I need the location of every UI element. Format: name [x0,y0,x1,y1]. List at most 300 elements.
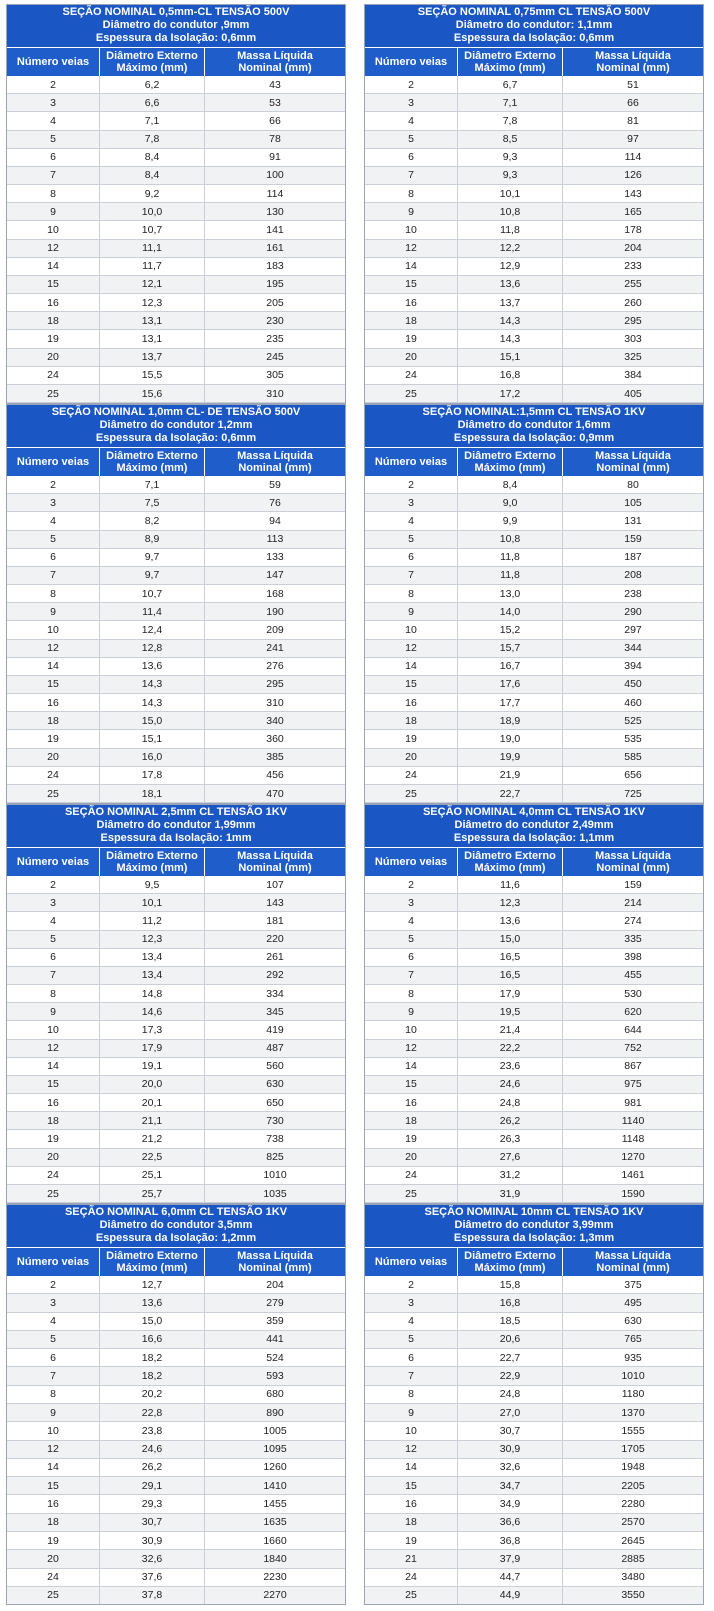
cell-massa: 1461 [621,1169,645,1182]
table-row [7,367,345,385]
cell-veias: 24 [365,1167,458,1184]
cell-diametro: 21,9 [458,767,563,784]
cell-diametro: 22,7 [458,785,563,802]
cell-veias: 14 [365,258,458,275]
table-title-block [7,1205,345,1247]
table-row [365,985,703,1003]
column-headers [365,447,703,476]
cell-massa: 630 [624,1315,642,1328]
table-row [365,676,703,694]
cell-diametro: 44,9 [458,1587,563,1604]
cell-diametro: 36,8 [458,1532,563,1549]
cell-veias: 20 [365,1149,458,1166]
table-title: SEÇÃO NOMINAL 2,5mm CL TENSÃO 1KV [64,806,288,818]
cell-veias: 7 [365,567,458,584]
cell-diametro: 13,6 [100,1294,205,1311]
cell-veias: 20 [7,1550,100,1567]
cell-diametro: 9,7 [100,549,205,566]
cell-diametro: 9,7 [100,567,205,584]
cell-massa: 279 [266,1296,284,1309]
cell-diametro: 14,3 [100,676,205,693]
cell-veias: 8 [7,585,100,602]
cell-diametro: 13,1 [100,312,205,329]
header-massa: Massa Líquida Nominal (mm) [595,1250,671,1274]
table-row [365,730,703,748]
cell-diametro: 29,1 [100,1477,205,1494]
cell-massa: 2280 [621,1498,645,1511]
cell-diametro: 12,1 [100,276,205,293]
table-row [365,330,703,348]
cell-diametro: 20,0 [100,1076,205,1093]
cell-diametro: 24,6 [100,1441,205,1458]
table-row [7,258,345,276]
table-row [365,1477,703,1495]
column-headers [7,47,345,76]
cell-massa: 405 [624,387,642,400]
cell-veias: 7 [365,967,458,984]
insulation-thickness: Espessura da Isolação: 1,1mm [453,832,615,844]
cell-massa: 187 [624,551,642,564]
cell-massa: 80 [627,478,639,491]
cell-diametro: 23,6 [458,1058,563,1075]
cell-veias: 7 [365,1367,458,1384]
header-diametro: Diâmetro Externo Máximo (mm) [458,848,563,876]
header-diametro: Diâmetro Externo Máximo (mm) [100,848,205,876]
cell-veias: 2 [365,876,458,893]
table-row [365,658,703,676]
cell-diametro: 9,0 [458,494,563,511]
cell-diametro: 13,4 [100,967,205,984]
cell-veias: 8 [7,185,100,202]
cell-massa: 981 [624,1096,642,1109]
cell-diametro: 15,0 [458,931,563,948]
cell-massa: 261 [266,951,284,964]
cell-veias: 8 [7,1386,100,1403]
table-row [365,640,703,658]
cell-diametro: 44,7 [458,1569,563,1586]
cell-veias: 4 [365,512,458,529]
cell-veias: 20 [7,349,100,366]
header-diametro: Diâmetro Externo Máximo (mm) [458,48,563,76]
table-row [365,549,703,567]
table-row [365,621,703,639]
cell-massa: 195 [266,278,284,291]
table-row [7,240,345,258]
cell-massa: 241 [266,642,284,655]
cell-massa: 1005 [263,1424,287,1437]
conductor-diameter: Diâmetro do condutor: 1,1mm [455,19,613,31]
cell-massa: 419 [266,1023,284,1036]
table-row [7,967,345,985]
table-title-block [365,805,703,847]
table-row [365,967,703,985]
table-row [7,1514,345,1532]
table-row [365,1112,703,1130]
header-massa: Massa Líquida Nominal (mm) [237,1250,313,1274]
cell-diametro: 19,1 [100,1058,205,1075]
table-row [7,531,345,549]
cell-massa: 360 [266,732,284,745]
table-body [7,876,345,1203]
cell-veias: 16 [7,694,100,711]
table-row [365,94,703,112]
cell-massa: 165 [624,205,642,218]
table-row [7,185,345,203]
cell-diametro: 14,8 [100,985,205,1002]
table-title-block [7,5,345,47]
cell-massa: 738 [266,1132,284,1145]
table-row [7,385,345,403]
cell-veias: 14 [365,1058,458,1075]
table-row [365,476,703,494]
cell-massa: 159 [624,533,642,546]
cell-veias: 12 [365,640,458,657]
table-row [365,1094,703,1112]
conductor-diameter: Diâmetro do condutor 1,99mm [96,819,256,831]
cell-diametro: 22,2 [458,1040,563,1057]
table-row [7,1167,345,1185]
cell-diametro: 12,3 [100,294,205,311]
cell-massa: 535 [624,732,642,745]
table-row [365,1058,703,1076]
table-row [7,1422,345,1440]
table-row [7,1021,345,1039]
table-row [7,749,345,767]
cell-diametro: 30,7 [458,1422,563,1439]
table-row [7,76,345,94]
table-row [7,1313,345,1331]
cell-diametro: 12,8 [100,640,205,657]
cell-diametro: 9,2 [100,185,205,202]
cell-veias: 9 [7,203,100,220]
cell-veias: 14 [365,1459,458,1476]
cell-massa: 1948 [621,1461,645,1474]
cell-massa: 630 [266,1078,284,1091]
cell-veias: 18 [365,312,458,329]
cell-massa: 470 [266,787,284,800]
table-row [7,1459,345,1477]
cell-massa: 131 [624,514,642,527]
cell-diametro: 37,6 [100,1569,205,1586]
cell-massa: 560 [266,1060,284,1073]
cell-veias: 4 [365,112,458,129]
cell-diametro: 8,4 [458,476,563,493]
cell-massa: 114 [266,187,284,200]
cell-veias: 15 [7,676,100,693]
table-row [365,931,703,949]
cell-diametro: 8,2 [100,512,205,529]
table-row [365,1021,703,1039]
cell-massa: 2270 [263,1589,287,1602]
cell-diametro: 32,6 [458,1459,563,1476]
cell-massa: 525 [624,714,642,727]
cell-diametro: 8,4 [100,149,205,166]
cell-veias: 10 [7,221,100,238]
cell-diametro: 37,9 [458,1550,563,1567]
cell-veias: 4 [365,1313,458,1330]
table-row [7,567,345,585]
cell-diametro: 18,9 [458,712,563,729]
cell-veias: 24 [7,1569,100,1586]
cell-massa: 524 [266,1351,284,1364]
cell-massa: 890 [266,1406,284,1419]
cell-massa: 292 [266,969,284,982]
cell-massa: 208 [624,569,642,582]
cell-diametro: 13,6 [100,658,205,675]
table-row [7,1349,345,1367]
table-row [7,785,345,803]
header-veias: Número veias [365,48,458,76]
cell-massa: 334 [266,987,284,1000]
cell-massa: 1270 [621,1151,645,1164]
cell-massa: 168 [266,587,284,600]
table-row [7,1058,345,1076]
cell-veias: 10 [7,1422,100,1439]
cell-veias: 5 [365,131,458,148]
cell-diametro: 17,3 [100,1021,205,1038]
cell-veias: 2 [365,476,458,493]
table-row [7,203,345,221]
cell-veias: 7 [7,567,100,584]
header-veias: Número veias [7,1248,100,1276]
cell-massa: 765 [624,1333,642,1346]
cell-diametro: 24,8 [458,1386,563,1403]
table-body [365,76,703,403]
cell-veias: 6 [365,1349,458,1366]
cell-massa: 3480 [621,1571,645,1584]
cell-massa: 91 [269,151,281,164]
table-row [7,1040,345,1058]
cell-massa: 650 [266,1096,284,1109]
cell-massa: 181 [266,914,284,927]
cell-veias: 9 [365,1404,458,1421]
header-massa: Massa Líquida Nominal (mm) [595,850,671,874]
cell-veias: 18 [7,1514,100,1531]
cell-diametro: 14,3 [100,694,205,711]
cell-diametro: 34,9 [458,1495,563,1512]
cell-veias: 7 [7,1367,100,1384]
cell-diametro: 15,7 [458,640,563,657]
cell-veias: 2 [7,76,100,93]
cell-veias: 3 [7,1294,100,1311]
cell-diametro: 9,9 [458,512,563,529]
cell-veias: 5 [7,131,100,148]
cell-diametro: 10,7 [100,585,205,602]
cell-veias: 24 [7,367,100,384]
table-row [7,494,345,512]
cell-veias: 25 [365,1185,458,1202]
cell-diametro: 9,3 [458,167,563,184]
table-row [7,330,345,348]
cell-diametro: 10,7 [100,221,205,238]
table-row [365,258,703,276]
header-massa: Massa Líquida Nominal (mm) [595,50,671,74]
cell-massa: 1705 [621,1443,645,1456]
table-row [365,585,703,603]
table-row [7,585,345,603]
cell-massa: 385 [266,751,284,764]
cell-diametro: 11,8 [458,549,563,566]
table-row [7,949,345,967]
cell-massa: 752 [624,1042,642,1055]
cell-veias: 9 [7,1404,100,1421]
cell-diametro: 18,2 [100,1349,205,1366]
cell-diametro: 23,8 [100,1422,205,1439]
table-row [7,167,345,185]
cell-veias: 25 [7,1587,100,1604]
cell-massa: 585 [624,751,642,764]
cell-veias: 9 [365,1003,458,1020]
cell-veias: 4 [7,112,100,129]
cell-veias: 3 [7,94,100,111]
cell-massa: 130 [266,205,284,218]
cell-veias: 14 [7,258,100,275]
cell-massa: 441 [266,1333,284,1346]
cell-veias: 15 [365,1076,458,1093]
cell-veias: 6 [365,149,458,166]
table-row [7,1331,345,1349]
cell-diametro: 11,4 [100,603,205,620]
cell-veias: 25 [365,785,458,802]
cell-veias: 10 [7,1021,100,1038]
cell-massa: 1260 [263,1461,287,1474]
table-row [365,949,703,967]
table-row [7,1367,345,1385]
table-row [7,276,345,294]
cell-veias: 20 [7,749,100,766]
cell-massa: 204 [624,242,642,255]
cell-massa: 81 [627,114,639,127]
cell-diametro: 6,2 [100,76,205,93]
cell-massa: 867 [624,1060,642,1073]
table-row [7,1404,345,1422]
cell-veias: 15 [7,276,100,293]
cell-massa: 456 [266,769,284,782]
table-row [365,1441,703,1459]
cell-diametro: 18,1 [100,785,205,802]
conductor-diameter: Diâmetro do condutor 2,49mm [454,819,614,831]
cell-veias: 8 [365,185,458,202]
cell-massa: 305 [266,369,284,382]
table-row [365,149,703,167]
spec-table [364,404,704,804]
cell-massa: 394 [624,660,642,673]
cell-diametro: 25,1 [100,1167,205,1184]
cell-diametro: 19,0 [458,730,563,747]
cell-veias: 8 [365,985,458,1002]
insulation-thickness: Espessura da Isolação: 0,6mm [453,32,615,44]
cell-veias: 14 [7,1459,100,1476]
table-row [365,912,703,930]
table-row [365,1349,703,1367]
cell-massa: 214 [624,896,642,909]
cell-veias: 6 [365,949,458,966]
cell-massa: 290 [624,605,642,618]
cell-diametro: 30,7 [100,1514,205,1531]
cell-massa: 1010 [621,1370,645,1383]
table-row [7,894,345,912]
cell-veias: 10 [365,621,458,638]
cell-veias: 24 [7,767,100,784]
cell-veias: 5 [365,531,458,548]
cell-veias: 18 [365,712,458,729]
insulation-thickness: Espessura da Isolação: 1,3mm [453,1232,615,1244]
cell-massa: 1010 [263,1169,287,1182]
table-row [7,694,345,712]
table-row [7,603,345,621]
cell-veias: 4 [7,1313,100,1330]
cell-veias: 10 [365,1021,458,1038]
cell-massa: 183 [266,260,284,273]
cell-massa: 133 [266,551,284,564]
cell-massa: 51 [627,78,639,91]
cell-massa: 97 [627,133,639,146]
cell-veias: 12 [7,1040,100,1057]
cell-massa: 76 [269,496,281,509]
cell-massa: 593 [266,1370,284,1383]
cell-veias: 2 [7,1276,100,1293]
table-title: SEÇÃO NOMINAL:1,5mm CL TENSÃO 1KV [422,406,646,418]
cell-veias: 12 [7,640,100,657]
column-headers [365,1247,703,1276]
cell-massa: 1180 [621,1388,645,1401]
cell-massa: 656 [624,769,642,782]
cell-diametro: 19,9 [458,749,563,766]
cell-veias: 6 [7,549,100,566]
cell-diametro: 36,6 [458,1514,563,1531]
cell-diametro: 14,3 [458,312,563,329]
cell-veias: 25 [7,1185,100,1202]
cell-diametro: 13,6 [458,276,563,293]
cell-massa: 274 [624,914,642,927]
cell-massa: 53 [269,96,281,109]
cell-diametro: 10,1 [100,894,205,911]
spec-table [364,804,704,1204]
cell-veias: 3 [365,894,458,911]
cell-massa: 398 [624,951,642,964]
table-row [365,712,703,730]
table-row [7,294,345,312]
table-row [7,549,345,567]
cell-diametro: 7,1 [100,112,205,129]
cell-veias: 18 [365,1112,458,1129]
cell-massa: 310 [266,696,284,709]
cell-massa: 147 [266,569,284,582]
table-row [7,1587,345,1604]
cell-veias: 24 [365,1569,458,1586]
cell-veias: 6 [365,549,458,566]
cell-massa: 460 [624,696,642,709]
cell-diametro: 8,5 [458,131,563,148]
cell-massa: 105 [624,496,642,509]
cell-diametro: 18,2 [100,1367,205,1384]
cell-veias: 16 [7,1094,100,1111]
spec-table [364,1204,704,1605]
cell-diametro: 11,1 [100,240,205,257]
cell-massa: 450 [624,678,642,691]
cell-massa: 159 [624,878,642,891]
cell-veias: 6 [7,949,100,966]
cell-massa: 1148 [621,1132,645,1145]
cell-massa: 204 [266,1278,284,1291]
table-row [365,1313,703,1331]
spec-table [6,4,346,404]
table-row [365,694,703,712]
cell-veias: 12 [365,1040,458,1057]
cell-diametro: 11,7 [100,258,205,275]
table-row [7,1112,345,1130]
cell-veias: 4 [365,912,458,929]
